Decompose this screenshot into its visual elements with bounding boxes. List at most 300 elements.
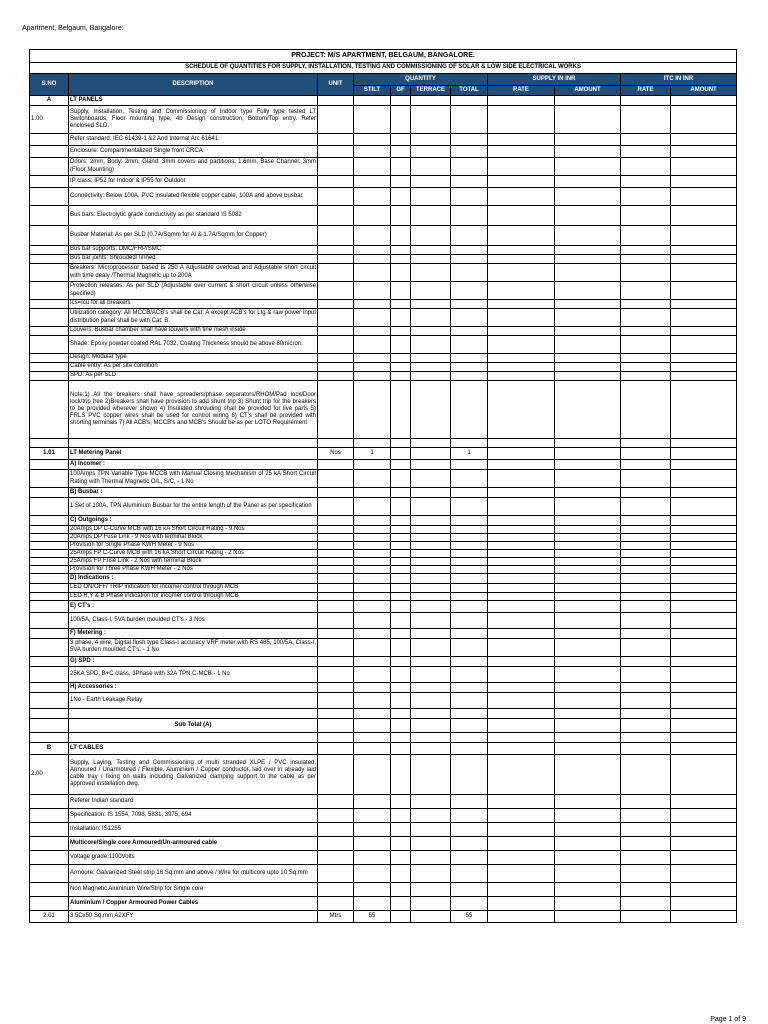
cell-itc-amount — [671, 226, 737, 246]
table-row — [30, 372, 737, 381]
cell-itc-amount — [671, 754, 737, 794]
cell-amount — [555, 363, 621, 372]
cell-terrace — [411, 516, 451, 526]
table-row — [30, 488, 737, 498]
cell-rate — [488, 498, 555, 516]
table-row — [30, 460, 737, 470]
cell-sno — [30, 882, 69, 896]
cell-amount — [555, 526, 621, 534]
cell-unit — [318, 718, 354, 732]
cell-rate — [488, 106, 555, 134]
cell-desc: LT CABLES — [69, 742, 318, 754]
cell-total — [451, 488, 488, 498]
cell-gf — [391, 448, 411, 460]
table-row — [30, 134, 737, 146]
cell-rate — [488, 574, 555, 584]
cell-unit — [318, 498, 354, 516]
cell-desc: Multicore/Single core Armoured/Un-armoured cable — [69, 836, 318, 850]
cell-itc-amount — [671, 574, 737, 584]
cell-amount — [555, 822, 621, 836]
cell-terrace — [411, 718, 451, 732]
cell-amount — [555, 264, 621, 282]
table-row — [30, 656, 737, 666]
cell-desc: Provision for Three Phase KWH Meter - 2 Nos — [69, 566, 318, 574]
cell-stilt — [354, 176, 391, 188]
cell-desc: 20Amps DP C-Curve MCB with 16 kA Short Circuit Rating - 9 Nos — [69, 526, 318, 534]
table-row — [30, 188, 737, 206]
cell-terrace — [411, 896, 451, 910]
cell-amount — [555, 896, 621, 910]
cell-gf — [391, 526, 411, 534]
cell-sno — [30, 176, 69, 188]
cell-rate — [488, 910, 555, 922]
cell-rate — [488, 363, 555, 372]
cell-itc-amount — [671, 534, 737, 542]
cell-total — [451, 226, 488, 246]
cell-stilt — [354, 592, 391, 600]
table-row — [30, 439, 737, 448]
boq-table — [29, 49, 737, 923]
cell-itc-amount — [671, 309, 737, 327]
cell-stilt — [354, 550, 391, 558]
cell-terrace — [411, 354, 451, 363]
cell-itc-rate — [621, 754, 671, 794]
cell-sno — [30, 896, 69, 910]
cell-unit — [318, 542, 354, 550]
cell-rate — [488, 96, 555, 106]
cell-sno — [30, 666, 69, 682]
cell-desc: Supply, Laying, Testing and Commissioning of multi stranded XLPE / PVC insulated, Armoured / Unarmoured / Flexible, Aluminium / Copper conductor, laid over in already laid cable tray / fixing on walls including Galvanized clamping support to the cable as per approved installation dwg. — [69, 754, 318, 794]
cell-stilt — [354, 882, 391, 896]
cell-stilt — [354, 612, 391, 628]
cell-amount — [555, 558, 621, 566]
cell-unit — [318, 550, 354, 558]
cell-itc-rate — [621, 158, 671, 176]
cell-itc-rate — [621, 264, 671, 282]
cell-amount — [555, 309, 621, 327]
cell-sno — [30, 592, 69, 600]
cell-terrace — [411, 550, 451, 558]
table-row — [30, 526, 737, 534]
cell-amount — [555, 516, 621, 526]
table-row — [30, 584, 737, 592]
cell-itc-rate — [621, 836, 671, 850]
cell-itc-rate — [621, 282, 671, 300]
cell-itc-rate — [621, 336, 671, 354]
cell-terrace — [411, 448, 451, 460]
cell-desc: IP class: IP52 for Indoor & IP55 for Outdoor — [69, 176, 318, 188]
cell-rate — [488, 600, 555, 612]
cell-itc-rate — [621, 309, 671, 327]
cell-stilt — [354, 106, 391, 134]
cell-gf — [391, 584, 411, 592]
cell-rate — [488, 134, 555, 146]
cell-unit — [318, 822, 354, 836]
cell-desc: 25KA SPD, B+C class, 3Phase with 32A TPN C-MCB - 1 No — [69, 666, 318, 682]
cell-terrace — [411, 542, 451, 550]
cell-gf — [391, 372, 411, 381]
cell-gf — [391, 381, 411, 439]
cell-terrace — [411, 584, 451, 592]
cell-rate — [488, 708, 555, 718]
cell-total — [451, 638, 488, 656]
cell-rate — [488, 612, 555, 628]
table-row — [30, 300, 737, 309]
cell-total — [451, 566, 488, 574]
cell-rate — [488, 255, 555, 264]
cell-total — [451, 300, 488, 309]
cell-itc-rate — [621, 363, 671, 372]
cell-itc-amount — [671, 850, 737, 864]
cell-terrace — [411, 534, 451, 542]
cell-stilt — [354, 638, 391, 656]
cell-itc-amount — [671, 282, 737, 300]
cell-sno — [30, 584, 69, 592]
cell-gf — [391, 864, 411, 882]
cell-rate — [488, 158, 555, 176]
cell-unit — [318, 708, 354, 718]
cell-itc-amount — [671, 808, 737, 822]
cell-rate — [488, 526, 555, 534]
cell-gf — [391, 718, 411, 732]
cell-total — [451, 550, 488, 558]
cell-stilt — [354, 584, 391, 592]
cell-gf — [391, 264, 411, 282]
cell-desc: Specification: IS 1554, 7098, 5831, 3975, 694 — [69, 808, 318, 822]
cell-sno — [30, 550, 69, 558]
cell-total — [451, 666, 488, 682]
cell-amount — [555, 448, 621, 460]
cell-sno — [30, 836, 69, 850]
col-itc-amount: AMOUNT — [671, 86, 737, 96]
cell-sno — [30, 264, 69, 282]
cell-unit: Nos — [318, 448, 354, 460]
cell-desc: 100Amps TPN Variable Type MCCB with Manual Closing Mechanism of 25 kA Short Circuit Rating with Thermal Magnetic O/L, S/C, - 1 No — [69, 470, 318, 488]
cell-sno — [30, 158, 69, 176]
cell-stilt — [354, 794, 391, 808]
cell-desc: Bus bar joints: Shrouded/Tinned — [69, 255, 318, 264]
table-row — [30, 264, 737, 282]
table-row — [30, 896, 737, 910]
cell-gf — [391, 488, 411, 498]
col-supply: SUPPLY IN INR — [488, 74, 621, 86]
table-row — [30, 836, 737, 850]
cell-desc: Bus bar supports: DMC/FRP/SMC — [69, 246, 318, 255]
cell-rate — [488, 656, 555, 666]
cell-desc: 3.5Cx50 Sq.mm A2XFY — [69, 910, 318, 922]
cell-desc: Breakers: Microprocessor based Is 250 A Adjustable overload and Adjustable short circuit with time dealy /Thermal Magnetic up to 200A — [69, 264, 318, 282]
cell-amount — [555, 336, 621, 354]
cell-itc-rate — [621, 910, 671, 922]
cell-total — [451, 836, 488, 850]
cell-total — [451, 542, 488, 550]
cell-unit — [318, 336, 354, 354]
cell-rate — [488, 309, 555, 327]
col-total: TOTAL — [451, 86, 488, 96]
cell-total — [451, 600, 488, 612]
cell-stilt — [354, 896, 391, 910]
cell-itc-amount — [671, 381, 737, 439]
cell-itc-rate — [621, 96, 671, 106]
cell-amount — [555, 354, 621, 363]
cell-unit — [318, 600, 354, 612]
cell-total — [451, 372, 488, 381]
cell-stilt — [354, 188, 391, 206]
table-row — [30, 718, 737, 732]
cell-desc: Busbar Material: As per SLD (0.7A/Sqmm for Al & 1.7A/Sqmm for Copper) — [69, 226, 318, 246]
cell-sno — [30, 226, 69, 246]
cell-rate — [488, 864, 555, 882]
cell-terrace — [411, 592, 451, 600]
cell-total — [451, 896, 488, 910]
table-row — [30, 206, 737, 226]
cell-unit — [318, 692, 354, 708]
cell-gf — [391, 558, 411, 566]
cell-total — [451, 498, 488, 516]
cell-stilt — [354, 354, 391, 363]
cell-desc: 20Amps DP Fuse Link - 9 Nos with terminal Block — [69, 534, 318, 542]
cell-stilt — [354, 656, 391, 666]
cell-terrace — [411, 742, 451, 754]
cell-terrace — [411, 300, 451, 309]
cell-total — [451, 526, 488, 534]
cell-desc: Non Magnetic Aluminum Wire/Strip for Single core — [69, 882, 318, 896]
cell-terrace — [411, 488, 451, 498]
table-row — [30, 226, 737, 246]
cell-itc-amount — [671, 246, 737, 255]
cell-terrace — [411, 96, 451, 106]
col-unit: UNIT — [318, 74, 354, 96]
cell-stilt: 1 — [354, 448, 391, 460]
cell-itc-amount — [671, 558, 737, 566]
cell-amount — [555, 158, 621, 176]
cell-gf — [391, 363, 411, 372]
cell-gf — [391, 460, 411, 470]
table-row — [30, 682, 737, 692]
cell-itc-amount — [671, 682, 737, 692]
cell-total — [451, 206, 488, 226]
table-row — [30, 146, 737, 158]
cell-amount — [555, 550, 621, 558]
cell-sno — [30, 516, 69, 526]
cell-gf — [391, 910, 411, 922]
cell-itc-amount — [671, 732, 737, 742]
cell-stilt — [354, 516, 391, 526]
cell-total — [451, 282, 488, 300]
cell-desc: LT PANELS — [69, 96, 318, 106]
cell-rate — [488, 592, 555, 600]
cell-itc-amount — [671, 666, 737, 682]
table-row — [30, 558, 737, 566]
cell-itc-rate — [621, 542, 671, 550]
cell-terrace — [411, 836, 451, 850]
cell-itc-rate — [621, 718, 671, 732]
cell-desc: C) Outgoings : — [69, 516, 318, 526]
cell-sno — [30, 381, 69, 439]
cell-amount — [555, 534, 621, 542]
cell-unit — [318, 470, 354, 488]
cell-itc-rate — [621, 584, 671, 592]
cell-stilt — [354, 498, 391, 516]
cell-desc: Shade: Epoxy powder coated RAL 7032, Coating Thickness should be above 80micron. — [69, 336, 318, 354]
cell-sno — [30, 718, 69, 732]
cell-amount — [555, 327, 621, 336]
cell-desc: Installation: IS1255 — [69, 822, 318, 836]
cell-unit — [318, 158, 354, 176]
cell-itc-amount — [671, 134, 737, 146]
cell-desc: E) CT's : — [69, 600, 318, 612]
cell-terrace — [411, 188, 451, 206]
cell-gf — [391, 708, 411, 718]
col-itc-rate: RATE — [621, 86, 671, 96]
cell-itc-rate — [621, 896, 671, 910]
cell-sno — [30, 822, 69, 836]
table-row — [30, 309, 737, 327]
cell-amount — [555, 592, 621, 600]
cell-amount — [555, 864, 621, 882]
cell-sno — [30, 656, 69, 666]
cell-itc-amount — [671, 542, 737, 550]
cell-unit — [318, 666, 354, 682]
document-header: Apartment, Belgaum, Bangalore. — [22, 25, 124, 32]
cell-terrace — [411, 656, 451, 666]
cell-gf — [391, 566, 411, 574]
cell-unit — [318, 188, 354, 206]
cell-terrace — [411, 612, 451, 628]
table-row — [30, 158, 737, 176]
cell-rate — [488, 448, 555, 460]
cell-rate — [488, 692, 555, 708]
col-gf: GF — [391, 86, 411, 96]
cell-gf — [391, 574, 411, 584]
cell-terrace — [411, 146, 451, 158]
cell-itc-amount — [671, 592, 737, 600]
cell-itc-rate — [621, 460, 671, 470]
cell-itc-amount — [671, 176, 737, 188]
cell-total — [451, 460, 488, 470]
cell-gf — [391, 682, 411, 692]
table-row — [30, 336, 737, 354]
cell-sno — [30, 574, 69, 584]
cell-sno — [30, 488, 69, 498]
cell-itc-rate — [621, 176, 671, 188]
cell-rate — [488, 354, 555, 363]
cell-total — [451, 327, 488, 336]
cell-desc: 1 Set of 100A, TPN Aluminium Busbar for the entire length of the Panel as per specification — [69, 498, 318, 516]
cell-amount — [555, 708, 621, 718]
cell-desc: H) Accessories : — [69, 682, 318, 692]
cell-unit — [318, 808, 354, 822]
cell-gf — [391, 822, 411, 836]
table-row — [30, 864, 737, 882]
cell-sno: 2.00 — [30, 754, 69, 794]
cell-itc-rate — [621, 592, 671, 600]
cell-itc-rate — [621, 808, 671, 822]
col-description: DESCRIPTION — [69, 74, 318, 96]
cell-rate — [488, 534, 555, 542]
table-row — [30, 910, 737, 922]
cell-sno — [30, 498, 69, 516]
cell-sno — [30, 134, 69, 146]
cell-rate — [488, 146, 555, 158]
cell-itc-rate — [621, 372, 671, 381]
cell-desc: Voltage grade:1100Volts — [69, 850, 318, 864]
cell-itc-amount — [671, 896, 737, 910]
cell-terrace — [411, 692, 451, 708]
cell-desc: SPD: As per SLD — [69, 372, 318, 381]
table-row — [30, 638, 737, 656]
cell-total — [451, 584, 488, 592]
cell-rate — [488, 439, 555, 448]
cell-sno: 1.01 — [30, 448, 69, 460]
cell-rate — [488, 850, 555, 864]
cell-terrace — [411, 176, 451, 188]
cell-itc-amount — [671, 638, 737, 656]
cell-terrace — [411, 808, 451, 822]
cell-desc: Doors: 2mm, Body: 2mm, Gland: 3mm covers and partitions: 1.6mm, Base Channel: 3mm (Floor Mounting) — [69, 158, 318, 176]
col-supply-rate: RATE — [488, 86, 555, 96]
cell-rate — [488, 460, 555, 470]
cell-desc: 25Amps FP C-Curve MCB with 16 kA Short Circuit Rating - 2 Nos — [69, 550, 318, 558]
cell-sno — [30, 439, 69, 448]
cell-itc-rate — [621, 498, 671, 516]
cell-terrace — [411, 566, 451, 574]
cell-rate — [488, 550, 555, 558]
cell-itc-amount — [671, 336, 737, 354]
cell-unit — [318, 206, 354, 226]
cell-sno — [30, 526, 69, 534]
cell-itc-rate — [621, 226, 671, 246]
cell-itc-amount — [671, 864, 737, 882]
cell-itc-amount — [671, 300, 737, 309]
cell-sno — [30, 628, 69, 638]
cell-stilt — [354, 226, 391, 246]
cell-stilt — [354, 574, 391, 584]
cell-terrace — [411, 206, 451, 226]
cell-desc: Cable entry: As per site condition — [69, 363, 318, 372]
cell-amount — [555, 106, 621, 134]
cell-total — [451, 255, 488, 264]
table-row — [30, 363, 737, 372]
table-row — [30, 742, 737, 754]
table-row — [30, 566, 737, 574]
cell-amount — [555, 612, 621, 628]
cell-itc-amount — [671, 836, 737, 850]
cell-gf — [391, 754, 411, 794]
table-row — [30, 516, 737, 526]
cell-unit — [318, 246, 354, 255]
cell-unit — [318, 264, 354, 282]
cell-itc-rate — [621, 300, 671, 309]
cell-itc-amount — [671, 439, 737, 448]
table-row — [30, 808, 737, 822]
cell-amount — [555, 246, 621, 255]
cell-itc-amount — [671, 372, 737, 381]
cell-unit — [318, 176, 354, 188]
header-row-1 — [30, 74, 737, 86]
cell-rate — [488, 516, 555, 526]
cell-unit — [318, 300, 354, 309]
cell-desc: F) Metering : — [69, 628, 318, 638]
cell-sno — [30, 566, 69, 574]
cell-terrace — [411, 134, 451, 146]
cell-amount — [555, 470, 621, 488]
cell-desc: Protection releases: As per SLD (Adjustable over current & short circuit unless otherwise specified) — [69, 282, 318, 300]
cell-gf — [391, 836, 411, 850]
cell-gf — [391, 282, 411, 300]
cell-total — [451, 188, 488, 206]
cell-sno — [30, 864, 69, 882]
